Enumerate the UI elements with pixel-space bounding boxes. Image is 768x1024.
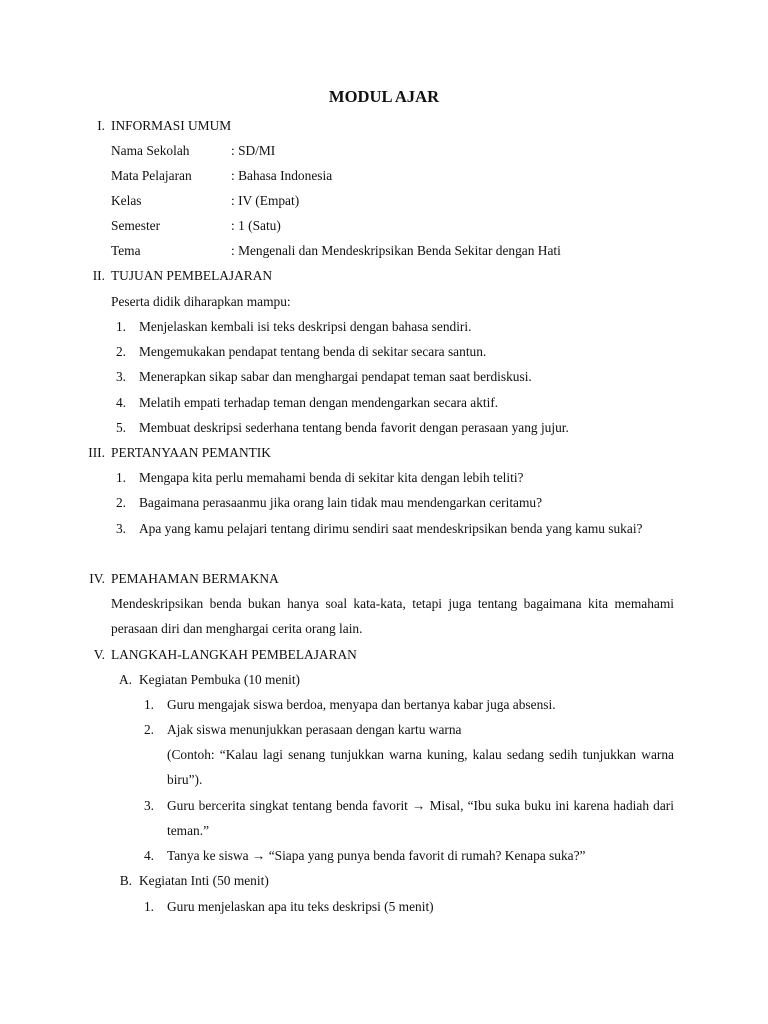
info-value: : IV (Empat) xyxy=(231,193,300,208)
list-item: 2. Bagaimana perasaanmu jika orang lain tidak mau mendengarkan ceritamu? xyxy=(115,495,543,510)
section-langkah-pembelajaran xyxy=(0,642,768,667)
section-number: V. xyxy=(93,647,105,662)
list-item: 1. Menjelaskan kembali isi teks deskripsi dengan bahasa sendiri. xyxy=(115,319,472,334)
subsection-letter: A. xyxy=(118,672,132,687)
section-heading: LANGKAH-LANGKAH PEMBELAJARAN xyxy=(111,647,357,662)
info-value: : 1 (Satu) xyxy=(231,218,281,233)
subsection-kegiatan-pembuka xyxy=(0,667,768,692)
section-informasi-umum xyxy=(0,113,768,138)
section-number: III. xyxy=(88,445,105,460)
document-title: MODUL AJAR xyxy=(328,87,440,106)
info-key: Tema xyxy=(111,243,141,258)
list-item: 3. Menerapkan sikap sabar dan menghargai pendapat teman saat berdiskusi. xyxy=(115,369,532,384)
subsection-kegiatan-inti xyxy=(0,868,768,893)
list-item-text: Guru bercerita singkat tentang benda favorit → Misal, “Ibu suka buku ini karena hadiah dari teman.” xyxy=(167,798,674,839)
section-number: II. xyxy=(92,268,105,283)
section-number: I. xyxy=(97,118,105,133)
list-item: 1. Guru mengajak siswa berdoa, menyapa dan bertanya kabar juga absensi. xyxy=(143,697,556,712)
info-key: Kelas xyxy=(111,193,142,208)
list-item: 1. Guru menjelaskan apa itu teks deskripsi (5 menit) xyxy=(143,899,434,914)
list-item: 3. xyxy=(115,521,126,536)
info-key: Nama Sekolah xyxy=(111,143,190,158)
section-pemahaman-bermakna xyxy=(0,566,768,591)
section-number: IV. xyxy=(89,571,105,586)
info-row xyxy=(0,213,768,238)
subsection-heading: Kegiatan Pembuka (10 menit) xyxy=(139,672,301,687)
list-item: 1. Mengapa kita perlu memahami benda di sekitar kita dengan lebih teliti? xyxy=(115,470,524,485)
info-value: : SD/MI xyxy=(231,143,276,158)
list-item: 5. Membuat deskripsi sederhana tentang benda favorit dengan perasaan yang jujur. xyxy=(115,420,569,435)
subsection-heading: Kegiatan Inti (50 menit) xyxy=(139,873,269,888)
section-tujuan-pembelajaran xyxy=(0,263,768,288)
list-item-note: (Contoh: “Kalau lagi senang tunjukkan warna kuning, kalau sedang sedih tunjukkan warna biru”). xyxy=(167,747,674,788)
section-heading: PERTANYAAN PEMANTIK xyxy=(111,445,271,460)
info-value: : Bahasa Indonesia xyxy=(231,168,333,183)
section-heading: PEMAHAMAN BERMAKNA xyxy=(111,571,279,586)
tujuan-intro: Peserta didik diharapkan mampu: xyxy=(111,294,291,309)
list-item: 3. xyxy=(143,798,154,813)
info-row xyxy=(0,138,768,163)
info-row xyxy=(0,238,768,263)
list-item: 4. Melatih empati terhadap teman dengan mendengarkan secara aktif. xyxy=(115,395,499,410)
list-item: 2. Ajak siswa menunjukkan perasaan dengan kartu warna xyxy=(143,722,462,737)
info-key: Semester xyxy=(111,218,161,233)
list-item: 4. Tanya ke siswa → “Siapa yang punya benda favorit di rumah? Kenapa suka?” xyxy=(143,848,586,863)
list-item: 2. Mengemukakan pendapat tentang benda di sekitar secara santun. xyxy=(115,344,487,359)
info-row xyxy=(0,163,768,188)
info-key: Mata Pelajaran xyxy=(111,168,192,183)
info-value: : Mengenali dan Mendeskripsikan Benda Sekitar dengan Hati xyxy=(231,243,561,258)
subsection-letter: B. xyxy=(119,873,132,888)
pemahaman-paragraph: Mendeskripsikan benda bukan hanya soal kata-kata, tetapi juga tentang bagaimana kita memahami perasaan diri dan menghargai cerita orang lain. xyxy=(111,596,674,637)
info-row xyxy=(0,188,768,213)
list-item-text: Apa yang kamu pelajari tentang dirimu sendiri saat mendeskripsikan benda yang kamu sukai? xyxy=(139,521,643,536)
section-pertanyaan-pemantik xyxy=(0,440,768,465)
section-heading: TUJUAN PEMBELAJARAN xyxy=(111,268,273,283)
section-heading: INFORMASI UMUM xyxy=(111,118,232,133)
